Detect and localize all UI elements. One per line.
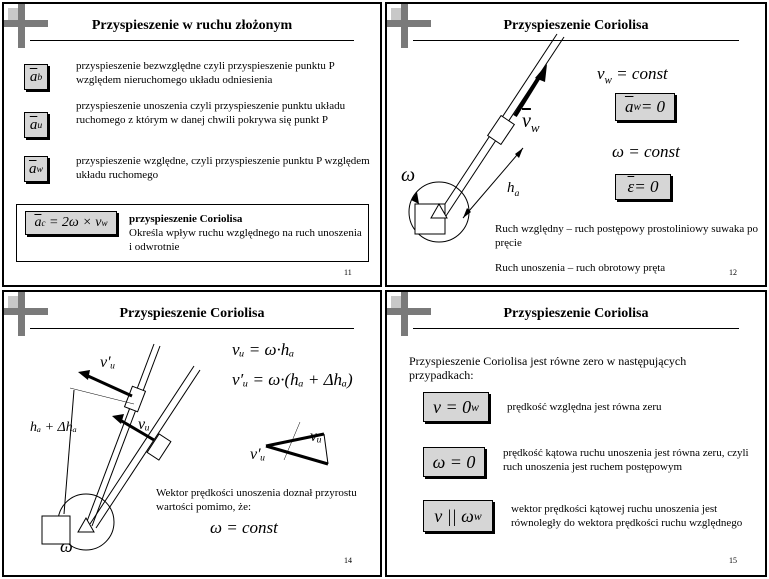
item-text-transport: przyspieszenie unoszenia czyli przyspieszenie punktu układu ruchomego z którym w danej chwili pokrywa się punkt P <box>76 100 346 126</box>
ha-label: $h_a$ <box>507 180 520 199</box>
vu-prime-arrow <box>88 376 132 396</box>
page-number: 11 <box>344 268 352 277</box>
symbol-a-b: $\overline{a}$ b <box>24 64 48 90</box>
symbol-a-u: $\overline{a}$ u <box>24 112 48 138</box>
slide-14 <box>2 290 382 577</box>
slide-12 <box>385 2 767 287</box>
case-formula-parallel: v || ω w <box>423 500 493 532</box>
page-number: 14 <box>344 556 352 565</box>
intro-text: Przyspieszenie Coriolisa jest równe zero w następujących przypadkach: <box>409 354 687 382</box>
case-formula-vw: v = 0 w <box>423 392 489 422</box>
slide-11 <box>2 2 382 287</box>
eq-epsilon-zero: $\overline{\varepsilon}$ = 0 <box>615 174 671 200</box>
page-number: 15 <box>729 556 737 565</box>
relative-motion-text: Ruch względny – ruch postępowy prostoliniowy suwaka po pręcie <box>495 223 759 249</box>
vu-label: vᵤ <box>138 416 150 433</box>
description-text: Wektor prędkości unoszenia doznał przyrostu wartości pomimo, że: <box>156 487 357 513</box>
eq-aw-zero: $\overline{a}$ w = 0 <box>615 93 675 121</box>
title-underline <box>30 40 354 41</box>
slider-1 <box>125 386 146 412</box>
item-text-absolute: przyspieszenie bezwzględne czyli przyspieszenie punktu P względem nieruchomego układu odniesienia <box>76 60 335 86</box>
slide-title: Przyspieszenie Coriolisa <box>503 18 649 33</box>
vw-label: $\overline{v}_w$ <box>522 110 540 135</box>
page-number: 12 <box>729 268 737 277</box>
coriolis-frame <box>16 204 369 262</box>
omega-label: ω <box>401 164 416 186</box>
coriolis-formula: $\overline{a}$ c = 2ω × v w <box>25 211 117 235</box>
slide-title: Przyspieszenie Coriolisa <box>119 306 265 321</box>
vector-triangle-1 <box>266 446 328 464</box>
eq-vu: vᵤ = ω·hₐ <box>232 340 295 359</box>
slide-15 <box>385 290 767 577</box>
eq-vw-const: $v_w$ = const <box>597 64 668 87</box>
case-text-vw: prędkość względna jest równa zeru <box>507 401 662 413</box>
coriolis-description: Określa wpływ ruchu względnego na ruch unoszenia i odwrotnie <box>129 227 362 253</box>
transport-motion-text: Ruch unoszenia – ruch obrotowy pręta <box>495 262 666 274</box>
case-text-parallel: wektor prędkości kątowej ruchu unoszenia jest równoległy do wektora prędkości ruchu względnego <box>511 503 743 529</box>
eq-omega-const: ω = const <box>210 518 278 537</box>
eq-omega-const: ω = const <box>612 142 680 161</box>
case-formula-omega: ω = 0 <box>423 447 485 477</box>
dimension-line <box>64 390 74 514</box>
slider <box>488 116 515 145</box>
omega-label: ω <box>60 536 73 556</box>
coriolis-title: przyspieszenie Coriolisa <box>129 213 243 225</box>
slide-title: Przyspieszenie Coriolisa <box>503 306 649 321</box>
case-text-omega: prędkość kątowa ruchu unoszenia jest równa zeru, czyli ruch unoszenia jest ruchem postępowym <box>503 447 749 473</box>
title-underline <box>413 328 739 329</box>
item-text-relative: przyspieszenie względne, czyli przyspieszenie punktu P względem układu ruchomego <box>76 155 370 181</box>
triangle-vu-prime-label: v′ᵤ <box>250 446 266 463</box>
eq-vu-prime: v′ᵤ = ω·(hₐ + Δhₐ) <box>232 370 353 389</box>
triangle-vu-label: vᵤ <box>310 428 322 445</box>
symbol-a-w: $\overline{a}$ w <box>24 156 48 182</box>
h-label: hₐ + Δhₐ <box>30 420 77 435</box>
vu-prime-label: v′ᵤ <box>100 354 116 371</box>
slide-title: Przyspieszenie w ruchu złożonym <box>91 18 293 33</box>
